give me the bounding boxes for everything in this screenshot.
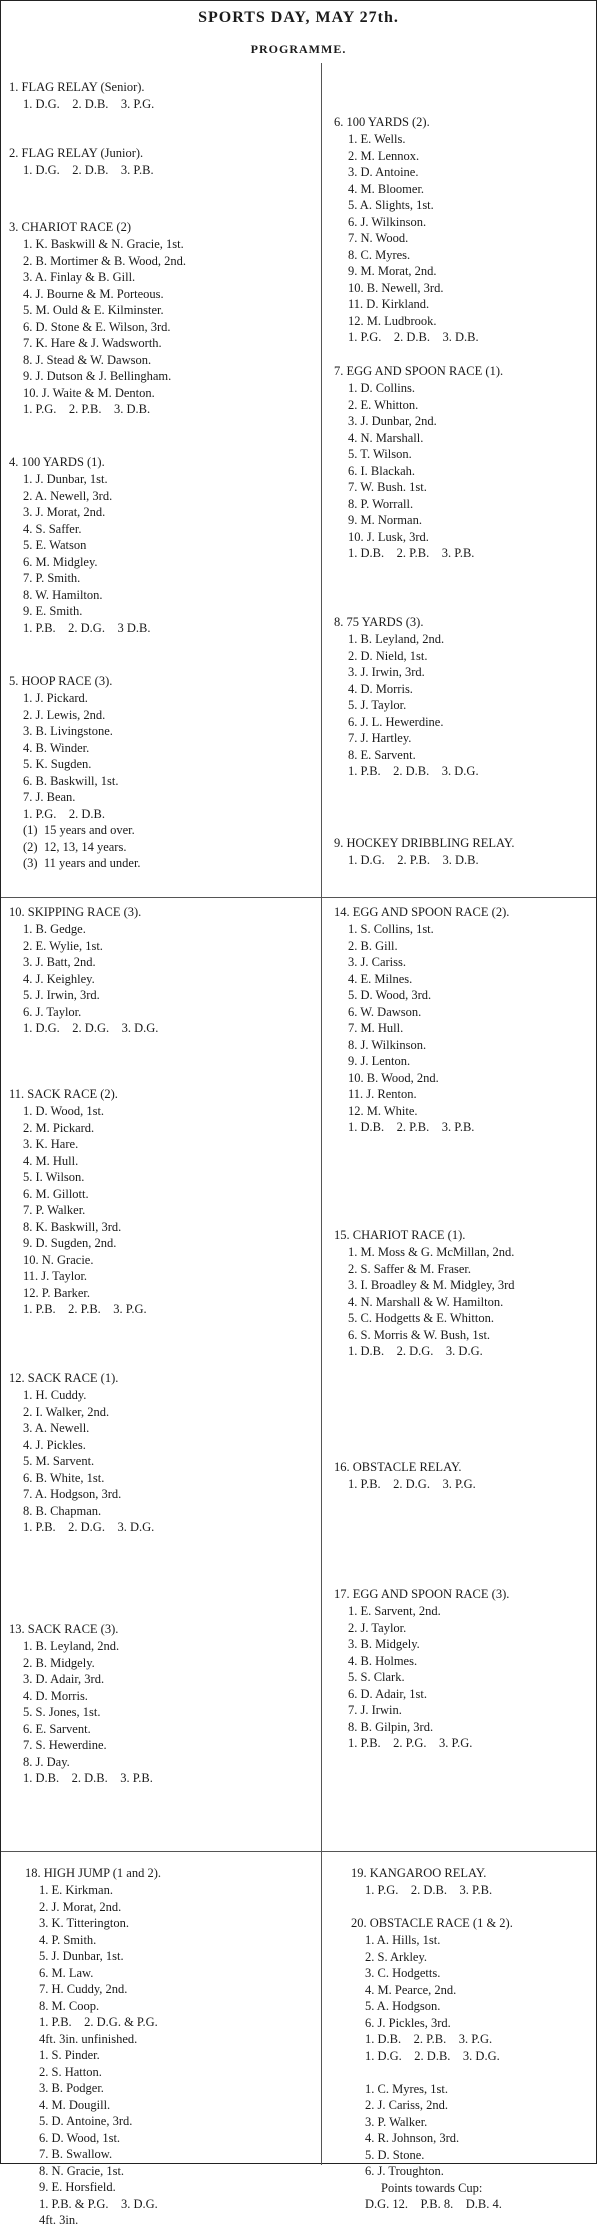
entry-line: 7. J. Irwin. xyxy=(348,1703,402,1717)
entry-line: 3. D. Antoine. xyxy=(348,165,419,179)
event-19 xyxy=(351,1865,599,1899)
event-5 xyxy=(9,673,299,872)
entry-line: 10. B. Wood, 2nd. xyxy=(348,1070,439,1085)
entry-line: 9. J. Lenton. xyxy=(348,1054,411,1068)
event-heading: 12. SACK RACE (1). xyxy=(9,1371,119,1385)
entry-line: 8. N. Gracie, 1st. xyxy=(39,2163,125,2178)
event-20 xyxy=(351,1915,599,2213)
entry-line: 2. B. Midgely. xyxy=(23,1655,95,1670)
entry-line: 4. J. Pickles. xyxy=(23,1437,86,1452)
event-12 xyxy=(9,1370,299,1536)
entry-line: 1. P.G. 2. D.B. xyxy=(23,806,105,821)
event-heading: 20. OBSTACLE RACE (1 & 2). xyxy=(351,1916,513,1930)
entry-line: 1. D.B. 2. D.G. 3. D.G. xyxy=(348,1344,483,1358)
entry-line: 10. B. Newell, 3rd. xyxy=(348,280,444,295)
entry-line: 9. M. Morat, 2nd. xyxy=(348,264,437,278)
entry-line: 9. J. Dutson & J. Bellingham. xyxy=(23,369,172,383)
entry-line: 4. D. Morris. xyxy=(23,1688,88,1703)
entry-line: 12. P. Barker. xyxy=(23,1285,91,1300)
entry-line: 1. E. Sarvent, 2nd. xyxy=(348,1604,441,1618)
entry-line: 11. J. Taylor. xyxy=(23,1269,88,1283)
event-heading: 5. HOOP RACE (3). xyxy=(9,674,113,688)
event-10 xyxy=(9,904,299,1037)
entry-line: 8. W. Hamilton. xyxy=(23,587,103,602)
entry-line: 3. J. Morat, 2nd. xyxy=(23,505,106,519)
entry-line: 8. P. Worrall. xyxy=(348,496,414,511)
entry-line: 3. J. Irwin, 3rd. xyxy=(348,665,425,679)
entry-line: 3. K. Titterington. xyxy=(39,1916,129,1930)
entry-line: 1. P.G. 2. P.B. 3. D.B. xyxy=(23,402,151,416)
entry-line: 1. A. Hills, 1st. xyxy=(365,1933,441,1947)
entry-line: 1. P.B. 2. D.G. 3. D.G. xyxy=(23,1520,155,1534)
entry-line xyxy=(351,2064,599,2081)
entry-line: 8. C. Myres. xyxy=(348,247,411,262)
entry-line: 6. W. Dawson. xyxy=(348,1004,422,1019)
entry-line: 2. B. Mortimer & B. Wood, 2nd. xyxy=(23,253,187,268)
event-17 xyxy=(334,1586,599,1752)
event-heading: 15. CHARIOT RACE (1). xyxy=(334,1228,466,1242)
event-heading: 3. CHARIOT RACE (2) xyxy=(9,220,131,234)
entry-line: 7. B. Swallow. xyxy=(39,2147,113,2161)
entry-line: 7. W. Bush. 1st. xyxy=(348,480,427,494)
entry-line: D.G. 12. P.B. 8. D.B. 4. xyxy=(365,2197,502,2211)
event-heading: 13. SACK RACE (3). xyxy=(9,1622,119,1636)
event-heading: 17. EGG AND SPOON RACE (3). xyxy=(334,1587,510,1601)
entry-line: 1. E. Wells. xyxy=(348,132,406,146)
entry-line: 4. N. Marshall. xyxy=(348,430,424,445)
entry-line: 1. D.G. 2. D.B. 3. P.G. xyxy=(23,97,155,111)
entry-line: 3. J. Batt, 2nd. xyxy=(23,955,96,969)
entry-line: 7. H. Cuddy, 2nd. xyxy=(39,1982,128,1996)
entry-line: 1. C. Myres, 1st. xyxy=(365,2081,448,2096)
entry-line: 8. J. Wilkinson. xyxy=(348,1037,427,1052)
entry-line: 1. D.B. 2. D.B. 3. P.B. xyxy=(23,1771,153,1785)
entry-line: 5. J. Taylor. xyxy=(348,698,407,712)
entry-line: 7. J. Bean. xyxy=(23,790,76,804)
entry-line: 1. P.B. 2. P.G. 3. P.G. xyxy=(348,1736,473,1750)
entry-line: 3. A. Newell. xyxy=(23,1421,90,1435)
entry-line: 6. D. Stone & E. Wilson, 3rd. xyxy=(23,319,171,334)
entry-line: 1. D.G. 2. D.G. 3. D.G. xyxy=(23,1021,159,1035)
entry-line: 6. J. Troughton. xyxy=(365,2164,444,2178)
event-heading: 1. FLAG RELAY (Senior). xyxy=(9,80,145,94)
event-15 xyxy=(334,1227,599,1360)
entry-line: 3. D. Adair, 3rd. xyxy=(23,1672,105,1686)
entry-line: 6. M. Gillott. xyxy=(23,1186,89,1201)
entry-line: 4. M. Dougill. xyxy=(39,2097,111,2112)
entry-line: 1. B. Leyland, 2nd. xyxy=(348,632,445,646)
entry-line: 6. D. Wood, 1st. xyxy=(39,2130,121,2145)
entry-line: 4. M. Hull. xyxy=(23,1153,79,1168)
entry-line: (1) 15 years and over. xyxy=(23,823,135,837)
entry-line: 1. J. Pickard. xyxy=(23,691,88,705)
entry-line: 2. B. Gill. xyxy=(348,938,398,953)
event-2 xyxy=(9,145,299,179)
event-heading: 11. SACK RACE (2). xyxy=(9,1087,118,1101)
entry-line: 1. D.G. 2. D.B. 3. P.B. xyxy=(23,163,154,177)
entry-line: 1. P.G. 2. D.B. 3. P.B. xyxy=(365,1883,493,1897)
entry-line: 6. J. Taylor. xyxy=(23,1004,82,1019)
entry-line: 4. P. Smith. xyxy=(39,1932,97,1947)
entry-line: 7. J. Hartley. xyxy=(348,731,412,745)
entry-line: 9. M. Norman. xyxy=(348,513,422,527)
event-heading: 7. EGG AND SPOON RACE (1). xyxy=(334,364,504,378)
event-1 xyxy=(9,79,299,113)
entry-line: 5. S. Jones, 1st. xyxy=(23,1705,101,1719)
event-heading: 4. 100 YARDS (1). xyxy=(9,455,105,469)
entry-line: 11. D. Kirkland. xyxy=(348,297,430,311)
entry-line: 4. M. Bloomer. xyxy=(348,181,425,196)
entry-line: 8. B. Chapman. xyxy=(23,1503,102,1518)
event-heading: 18. HIGH JUMP (1 and 2). xyxy=(25,1866,161,1880)
entry-line: 1. S. Pinder. xyxy=(39,2048,100,2062)
entry-line: 4. E. Milnes. xyxy=(348,971,413,986)
entry-line: 2. S. Arkley. xyxy=(365,1949,428,1964)
entry-line: 1. H. Cuddy. xyxy=(23,1388,87,1402)
divider-row-2 xyxy=(1,1851,596,1852)
event-16 xyxy=(334,1459,599,1493)
entry-line: 3. C. Hodgetts. xyxy=(365,1966,441,1980)
entry-line: 5. A. Hodgson. xyxy=(365,1999,441,2013)
entry-line: 5. T. Wilson. xyxy=(348,447,412,461)
entry-line: 1. D. Collins. xyxy=(348,381,416,395)
page-title: SPORTS DAY, MAY 27th. xyxy=(198,9,399,26)
entry-line: 8. M. Coop. xyxy=(39,1998,100,2013)
entry-line: 2. J. Taylor. xyxy=(348,1620,407,1635)
entry-line: 9. E. Smith. xyxy=(23,604,83,618)
entry-line: 1. S. Collins, 1st. xyxy=(348,922,434,936)
entry-line: 2. M. Lennox. xyxy=(348,148,420,163)
entry-line: 1. P.B. 2. D.G. 3. P.G. xyxy=(348,1477,476,1491)
column-divider-bottom xyxy=(321,1852,322,2165)
entry-line: 9. D. Sugden, 2nd. xyxy=(23,1236,117,1250)
entry-line: 4. B. Holmes. xyxy=(348,1653,418,1668)
entry-line: 6. J. L. Hewerdine. xyxy=(348,714,444,729)
entry-line: 7. K. Hare & J. Wadsworth. xyxy=(23,336,162,350)
entry-line: 1. P.B. 2. D.B. 3. D.G. xyxy=(348,764,479,778)
entry-line: 4. B. Winder. xyxy=(23,740,90,755)
entry-line: 1. E. Kirkman. xyxy=(39,1883,113,1897)
entry-line: 1. P.B. & P.G. 3. D.G. xyxy=(39,2196,158,2211)
entry-line: 1. D.B. 2. P.B. 3. P.B. xyxy=(348,546,475,560)
entry-line: Points towards Cup: xyxy=(381,2180,483,2195)
entry-line: 1. B. Leyland, 2nd. xyxy=(23,1639,120,1653)
entry-line: 6. J. Wilkinson. xyxy=(348,214,427,229)
event-heading: 19. KANGAROO RELAY. xyxy=(351,1866,487,1880)
column-divider-top xyxy=(321,63,322,898)
event-8 xyxy=(334,614,599,780)
entry-line: 2. E. Whitton. xyxy=(348,397,419,412)
entry-line: 1. D.B. 2. P.B. 3. P.G. xyxy=(365,2032,493,2046)
entry-line: 7. S. Hewerdine. xyxy=(23,1738,107,1752)
entry-line: 7. P. Walker. xyxy=(23,1203,86,1217)
entry-line: 6. B. White, 1st. xyxy=(23,1470,105,1485)
entry-line: 4. J. Bourne & M. Porteous. xyxy=(23,286,164,301)
event-3 xyxy=(9,219,299,418)
entry-line: 6. B. Baskwill, 1st. xyxy=(23,773,119,788)
entry-line: 2. S. Hatton. xyxy=(39,2064,102,2079)
column-divider-middle xyxy=(321,898,322,1852)
entry-line: 7. M. Hull. xyxy=(348,1021,404,1035)
entry-line: 5. J. Irwin, 3rd. xyxy=(23,988,100,1002)
entry-line: 4ft. 3in. xyxy=(39,2213,79,2227)
entry-line: 10. N. Gracie. xyxy=(23,1252,94,1267)
entry-line: 8. B. Gilpin, 3rd. xyxy=(348,1719,434,1734)
entry-line: 4. J. Keighley. xyxy=(23,971,95,986)
entry-line: 5. I. Wilson. xyxy=(23,1170,85,1184)
entry-line: 4. S. Saffer. xyxy=(23,521,82,536)
event-7 xyxy=(334,363,599,562)
entry-line: 5. D. Stone. xyxy=(365,2147,425,2162)
entry-line: 2. M. Pickard. xyxy=(23,1120,95,1135)
entry-line: 6. I. Blackah. xyxy=(348,463,415,478)
entry-line: 1. D.G. 2. P.B. 3. D.B. xyxy=(348,853,479,867)
entry-line: 7. N. Wood. xyxy=(348,231,409,245)
entry-line: (2) 12, 13, 14 years. xyxy=(23,839,127,854)
event-heading: 2. FLAG RELAY (Junior). xyxy=(9,146,144,160)
entry-line: 2. E. Wylie, 1st. xyxy=(23,938,103,953)
entry-line: 8. E. Sarvent. xyxy=(348,747,416,762)
entry-line: 8. J. Stead & W. Dawson. xyxy=(23,352,152,367)
entry-line: 1. D.B. 2. P.B. 3. P.B. xyxy=(348,1120,475,1134)
entry-line: 4ft. 3in. unfinished. xyxy=(39,2031,138,2046)
entry-line: 1. P.B. 2. D.G. 3 D.B. xyxy=(23,620,151,635)
entry-line: 1. D.G. 2. D.B. 3. D.G. xyxy=(365,2048,500,2063)
event-heading: 14. EGG AND SPOON RACE (2). xyxy=(334,905,510,919)
entry-line: 2. A. Newell, 3rd. xyxy=(23,488,113,503)
entry-line: 6. M. Law. xyxy=(39,1965,94,1980)
entry-line: 2. S. Saffer & M. Fraser. xyxy=(348,1261,472,1276)
entry-line: 5. J. Dunbar, 1st. xyxy=(39,1949,124,1963)
event-11 xyxy=(9,1086,299,1318)
entry-line: 9. E. Horsfield. xyxy=(39,2180,116,2194)
entry-line: 2. J. Morat, 2nd. xyxy=(39,1899,122,1914)
entry-line: 5. S. Clark. xyxy=(348,1670,405,1684)
entry-line: 5. E. Watson xyxy=(23,538,87,552)
entry-line: 1. P.G. 2. D.B. 3. D.B. xyxy=(348,330,479,344)
event-9 xyxy=(334,835,599,869)
event-heading: 8. 75 YARDS (3). xyxy=(334,615,424,629)
event-4 xyxy=(9,454,299,636)
entry-line: 1. K. Baskwill & N. Gracie, 1st. xyxy=(23,237,184,251)
entry-line: 5. D. Wood, 3rd. xyxy=(348,988,432,1002)
entry-line: 2. I. Walker, 2nd. xyxy=(23,1404,110,1419)
entry-line: 2. D. Nield, 1st. xyxy=(348,648,428,663)
entry-line: 4. R. Johnson, 3rd. xyxy=(365,2131,460,2145)
entry-line: 4. D. Morris. xyxy=(348,681,413,696)
divider-row-1 xyxy=(1,897,596,898)
event-heading: 6. 100 YARDS (2). xyxy=(334,115,430,129)
entry-line: 3. K. Hare. xyxy=(23,1137,79,1151)
entry-line: 1. J. Dunbar, 1st. xyxy=(23,472,108,486)
entry-line: 1. P.B. 2. D.G. & P.G. xyxy=(39,2015,158,2029)
entry-line: 11. J. Renton. xyxy=(348,1087,417,1101)
entry-line: 7. P. Smith. xyxy=(23,571,81,585)
entry-line: 5. M. Sarvent. xyxy=(23,1454,95,1468)
entry-line: 6. M. Midgley. xyxy=(23,554,98,569)
entry-line: 12. M. White. xyxy=(348,1103,418,1118)
event-14 xyxy=(334,904,599,1136)
entry-line: 4. N. Marshall & W. Hamilton. xyxy=(348,1294,504,1309)
entry-line: 12. M. Ludbrook. xyxy=(348,313,437,328)
entry-line: 4. M. Pearce, 2nd. xyxy=(365,1982,457,1997)
event-18 xyxy=(25,1865,315,2229)
entry-line: 3. I. Broadley & M. Midgley, 3rd xyxy=(348,1278,515,1292)
entry-line: 1. M. Moss & G. McMillan, 2nd. xyxy=(348,1245,515,1259)
event-6 xyxy=(334,114,599,346)
entry-line: 10. J. Waite & M. Denton. xyxy=(23,385,155,400)
event-13 xyxy=(9,1621,299,1787)
entry-line: 3. P. Walker. xyxy=(365,2114,428,2129)
entry-line: 2. J. Lewis, 2nd. xyxy=(23,707,106,722)
entry-line: 1. P.B. 2. P.B. 3. P.G. xyxy=(23,1302,147,1316)
page-subtitle: PROGRAMME. xyxy=(250,42,347,56)
entry-line: 1. D. Wood, 1st. xyxy=(23,1104,105,1118)
entry-line: 10. J. Lusk, 3rd. xyxy=(348,529,429,544)
entry-line: 5. D. Antoine, 3rd. xyxy=(39,2114,133,2128)
entry-line: 5. C. Hodgetts & E. Whitton. xyxy=(348,1311,494,1325)
entry-line: 8. J. Day. xyxy=(23,1754,70,1769)
entry-line: 6. E. Sarvent. xyxy=(23,1721,91,1736)
entry-line: 7. A. Hodgson, 3rd. xyxy=(23,1487,122,1501)
entry-line: (3) 11 years and under. xyxy=(23,856,141,870)
entry-line: 6. J. Pickles, 3rd. xyxy=(365,2015,451,2030)
entry-line: 2. J. Cariss, 2nd. xyxy=(365,2098,448,2112)
entry-line: 6. S. Morris & W. Bush, 1st. xyxy=(348,1327,491,1342)
entry-line: 5. K. Sugden. xyxy=(23,757,92,771)
entry-line: 3. B. Livingstone. xyxy=(23,724,113,738)
entry-line: 1. B. Gedge. xyxy=(23,922,86,936)
event-heading: 9. HOCKEY DRIBBLING RELAY. xyxy=(334,836,515,850)
event-heading: 10. SKIPPING RACE (3). xyxy=(9,905,142,919)
entry-line: 5. A. Slights, 1st. xyxy=(348,198,434,212)
entry-line: 6. D. Adair, 1st. xyxy=(348,1686,428,1701)
entry-line: 3. B. Podger. xyxy=(39,2081,104,2095)
entry-line: 8. K. Baskwill, 3rd. xyxy=(23,1219,122,1234)
entry-line: 3. J. Dunbar, 2nd. xyxy=(348,414,437,428)
event-heading: 16. OBSTACLE RELAY. xyxy=(334,1460,462,1474)
entry-line: 3. A. Finlay & B. Gill. xyxy=(23,270,136,284)
entry-line: 3. J. Cariss. xyxy=(348,955,406,969)
entry-line: 5. M. Ould & E. Kilminster. xyxy=(23,303,164,317)
entry-line: 3. B. Midgely. xyxy=(348,1637,420,1651)
